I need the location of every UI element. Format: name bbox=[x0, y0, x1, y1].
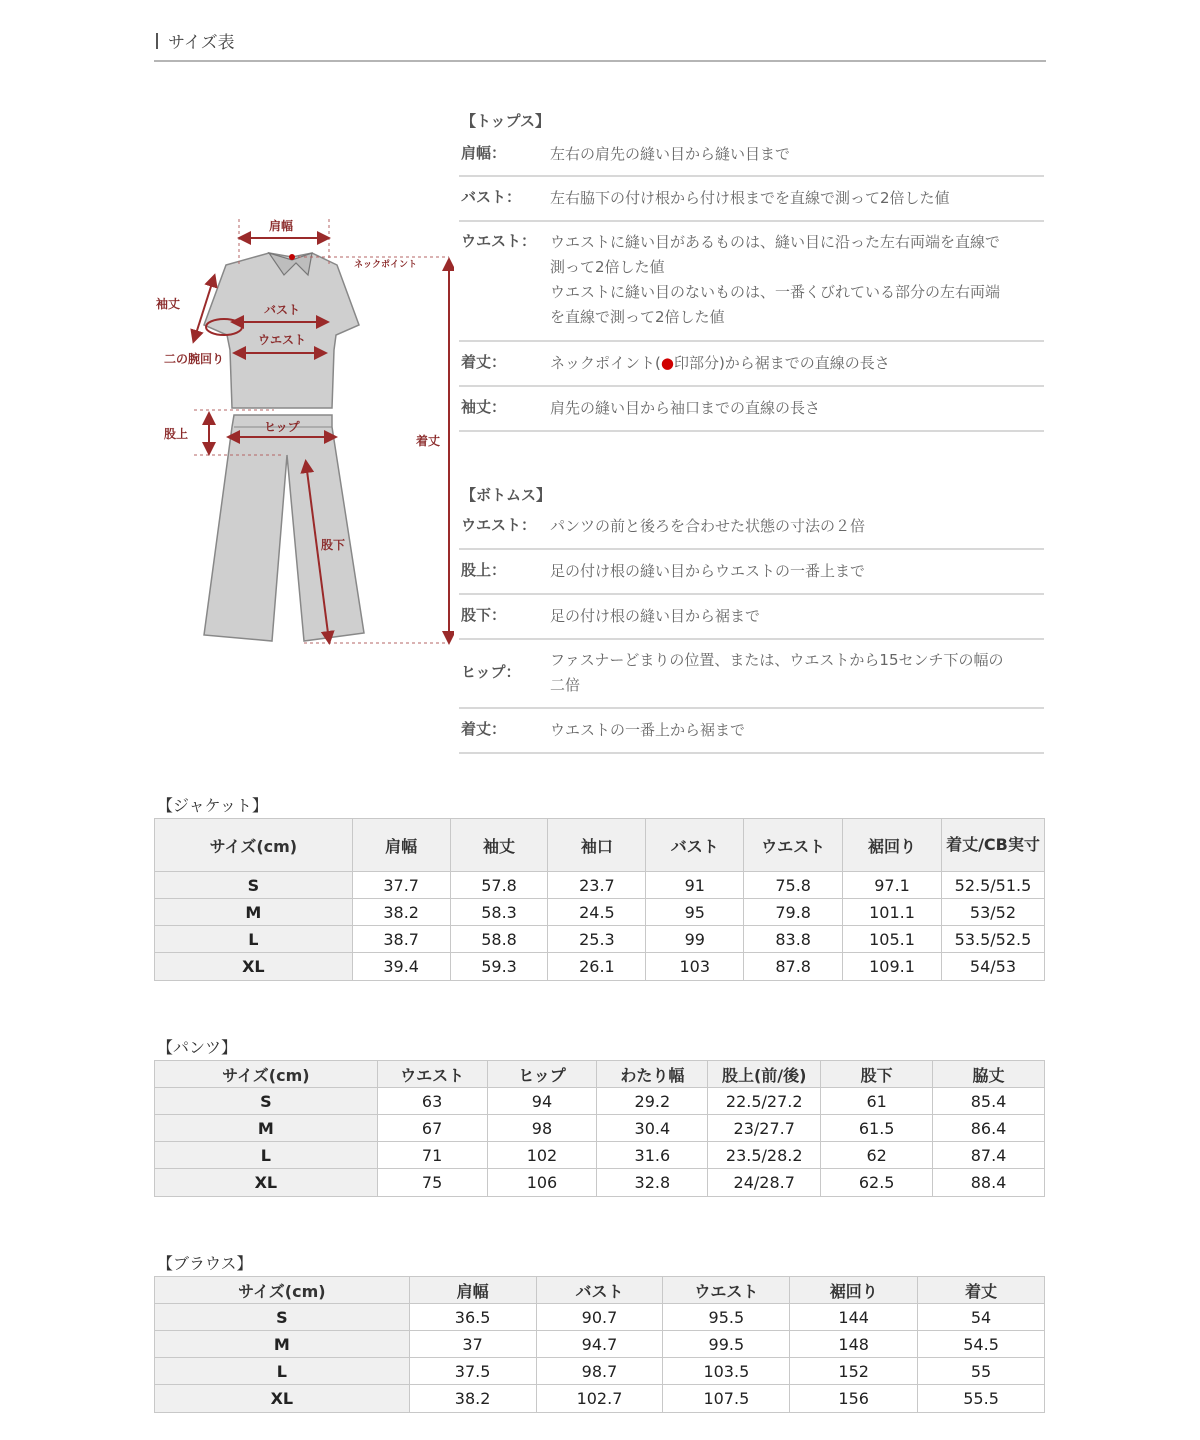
header-cell: 肩幅 bbox=[352, 819, 450, 872]
table-cell: 36.5 bbox=[409, 1304, 536, 1331]
table-cell: 54/53 bbox=[941, 953, 1044, 981]
size-label-cell: L bbox=[155, 1142, 378, 1169]
def-term: 股上： bbox=[461, 561, 507, 579]
table-cell: 83.8 bbox=[744, 926, 843, 953]
bottoms-title: 【ボトムス】 bbox=[461, 486, 552, 504]
header-cell: サイズ(cm) bbox=[155, 1061, 378, 1088]
table-cell: 86.4 bbox=[933, 1115, 1045, 1142]
header-cell: 袖口 bbox=[548, 819, 646, 872]
table-cell: 105.1 bbox=[843, 926, 942, 953]
table-cell: 57.8 bbox=[450, 872, 548, 899]
header-cell: バスト bbox=[646, 819, 744, 872]
def-desc: 肩先の縫い目から袖口までの直線の長さ bbox=[550, 399, 821, 417]
header-bar bbox=[156, 33, 158, 49]
table-cell: 38.2 bbox=[409, 1385, 536, 1413]
table-cell: 109.1 bbox=[843, 953, 942, 981]
table-cell: 30.4 bbox=[597, 1115, 708, 1142]
bottoms-definitions bbox=[459, 482, 1044, 754]
size-label-cell: XL bbox=[155, 953, 353, 981]
table-row bbox=[155, 1115, 1045, 1142]
section-header bbox=[154, 24, 1046, 62]
def-desc: 左右の肩先の縫い目から縫い目まで bbox=[550, 145, 791, 163]
table-cell: 144 bbox=[790, 1304, 918, 1331]
size-label-cell: S bbox=[155, 872, 353, 899]
table-cell: 29.2 bbox=[597, 1088, 708, 1115]
jacket-table-title: 【ジャケット】 bbox=[157, 796, 268, 815]
blouse-size-table bbox=[154, 1276, 1045, 1413]
red-dot-icon: ● bbox=[660, 354, 674, 372]
table-row bbox=[155, 872, 1045, 899]
def-desc: ファスナーどまりの位置、または、ウエストから15センチ下の幅の 二倍 bbox=[550, 651, 1004, 694]
neck-point-dot bbox=[289, 254, 295, 260]
table-cell: 94 bbox=[487, 1088, 597, 1115]
header-cell: バスト bbox=[536, 1277, 663, 1304]
table-cell: 37 bbox=[409, 1331, 536, 1358]
header-cell: 着丈 bbox=[918, 1277, 1045, 1304]
table-cell: 97.1 bbox=[843, 872, 942, 899]
size-label-cell: XL bbox=[155, 1169, 378, 1197]
table-cell: 95 bbox=[646, 899, 744, 926]
jacket-size-table bbox=[154, 818, 1045, 981]
table-cell: 53.5/52.5 bbox=[941, 926, 1044, 953]
table-cell: 152 bbox=[790, 1358, 918, 1385]
header-cell: 着丈/CB実寸 bbox=[941, 819, 1044, 872]
pants-size-table bbox=[154, 1060, 1045, 1197]
table-cell: 24.5 bbox=[548, 899, 646, 926]
table-cell: 156 bbox=[790, 1385, 918, 1413]
shirt-shape bbox=[204, 253, 359, 408]
table-cell: 24/28.7 bbox=[708, 1169, 821, 1197]
table-cell: 85.4 bbox=[933, 1088, 1045, 1115]
def-term: ウエスト： bbox=[461, 516, 537, 534]
header-cell: 股下 bbox=[821, 1061, 933, 1088]
def-term: 袖丈： bbox=[461, 398, 507, 416]
size-label-cell: M bbox=[155, 899, 353, 926]
pants-table-title: 【パンツ】 bbox=[157, 1038, 238, 1057]
def-term: 着丈： bbox=[461, 720, 507, 738]
header-cell: 裾回り bbox=[790, 1277, 918, 1304]
def-desc: 足の付け根の縫い目から裾まで bbox=[550, 607, 761, 625]
header-cell: サイズ(cm) bbox=[155, 819, 353, 872]
table-cell: 148 bbox=[790, 1331, 918, 1358]
table-cell: 54 bbox=[918, 1304, 1045, 1331]
table-cell: 32.8 bbox=[597, 1169, 708, 1197]
table-cell: 101.1 bbox=[843, 899, 942, 926]
table-cell: 37.5 bbox=[409, 1358, 536, 1385]
table-header-row bbox=[155, 819, 1045, 872]
table-cell: 58.3 bbox=[450, 899, 548, 926]
def-term: 着丈： bbox=[461, 353, 507, 371]
table-cell: 102 bbox=[487, 1142, 597, 1169]
table-cell: 23.7 bbox=[548, 872, 646, 899]
table-cell: 87.4 bbox=[933, 1142, 1045, 1169]
table-cell: 91 bbox=[646, 872, 744, 899]
blouse-table-title: 【ブラウス】 bbox=[157, 1254, 253, 1273]
pants-shape bbox=[204, 415, 364, 641]
size-label-cell: S bbox=[155, 1304, 410, 1331]
table-cell: 99 bbox=[646, 926, 744, 953]
label-rise: 股上 bbox=[164, 427, 189, 441]
table-row bbox=[155, 1169, 1045, 1197]
label-shoulder: 肩幅 bbox=[269, 219, 294, 233]
size-label-cell: XL bbox=[155, 1385, 410, 1413]
header-cell: わたり幅 bbox=[597, 1061, 708, 1088]
table-row bbox=[155, 1088, 1045, 1115]
table-cell: 61.5 bbox=[821, 1115, 933, 1142]
def-desc: ウエストの一番上から裾まで bbox=[550, 721, 746, 739]
table-cell: 62 bbox=[821, 1142, 933, 1169]
header-cell: サイズ(cm) bbox=[155, 1277, 410, 1304]
table-cell: 39.4 bbox=[352, 953, 450, 981]
def-desc: パンツの前と後ろを合わせた状態の寸法の２倍 bbox=[550, 517, 866, 535]
header-cell: 股上(前/後) bbox=[708, 1061, 821, 1088]
header-cell: ウエスト bbox=[377, 1061, 487, 1088]
table-cell: 67 bbox=[377, 1115, 487, 1142]
table-cell: 98 bbox=[487, 1115, 597, 1142]
header-cell: 袖丈 bbox=[450, 819, 548, 872]
def-desc: 足の付け根の縫い目からウエストの一番上まで bbox=[550, 562, 866, 580]
header-cell: ウエスト bbox=[663, 1277, 790, 1304]
table-cell: 53/52 bbox=[941, 899, 1044, 926]
table-cell: 107.5 bbox=[663, 1385, 790, 1413]
table-cell: 79.8 bbox=[744, 899, 843, 926]
table-cell: 95.5 bbox=[663, 1304, 790, 1331]
table-cell: 63 bbox=[377, 1088, 487, 1115]
table-cell: 88.4 bbox=[933, 1169, 1045, 1197]
def-row-inseam bbox=[459, 595, 1044, 640]
table-cell: 87.8 bbox=[744, 953, 843, 981]
def-row-length bbox=[459, 342, 1044, 387]
def-desc: 左右脇下の付け根から付け根までを直線で測って2倍した値 bbox=[550, 189, 950, 207]
def-term: ヒップ： bbox=[461, 663, 521, 681]
table-cell: 94.7 bbox=[536, 1331, 663, 1358]
table-row bbox=[155, 1304, 1045, 1331]
def-row-waist bbox=[459, 222, 1044, 342]
header-cell: 裾回り bbox=[843, 819, 942, 872]
table-cell: 90.7 bbox=[536, 1304, 663, 1331]
table-cell: 38.2 bbox=[352, 899, 450, 926]
size-label-cell: L bbox=[155, 1358, 410, 1385]
header-cell: 肩幅 bbox=[409, 1277, 536, 1304]
def-row-pants-waist bbox=[459, 508, 1044, 550]
measurement-diagram bbox=[154, 205, 454, 665]
table-cell: 98.7 bbox=[536, 1358, 663, 1385]
table-cell: 22.5/27.2 bbox=[708, 1088, 821, 1115]
def-row-bust bbox=[459, 177, 1044, 222]
table-cell: 62.5 bbox=[821, 1169, 933, 1197]
table-row bbox=[155, 1385, 1045, 1413]
size-label-cell: L bbox=[155, 926, 353, 953]
table-row bbox=[155, 1331, 1045, 1358]
table-header-row bbox=[155, 1061, 1045, 1088]
def-desc: ネックポイント(●印部分)から裾までの直線の長さ bbox=[550, 354, 890, 372]
header-cell: ウエスト bbox=[744, 819, 843, 872]
table-row bbox=[155, 1358, 1045, 1385]
tops-title: 【トップス】 bbox=[461, 112, 550, 130]
table-cell: 106 bbox=[487, 1169, 597, 1197]
label-inseam: 股下 bbox=[321, 538, 346, 552]
table-cell: 23/27.7 bbox=[708, 1115, 821, 1142]
table-cell: 61 bbox=[821, 1088, 933, 1115]
table-cell: 75 bbox=[377, 1169, 487, 1197]
table-cell: 23.5/28.2 bbox=[708, 1142, 821, 1169]
table-row bbox=[155, 899, 1045, 926]
table-cell: 54.5 bbox=[918, 1331, 1045, 1358]
def-row-sleeve bbox=[459, 387, 1044, 432]
def-row-shoulder bbox=[459, 134, 1044, 177]
table-cell: 55 bbox=[918, 1358, 1045, 1385]
table-cell: 103.5 bbox=[663, 1358, 790, 1385]
table-row bbox=[155, 953, 1045, 981]
table-cell: 71 bbox=[377, 1142, 487, 1169]
table-cell: 75.8 bbox=[744, 872, 843, 899]
label-length: 着丈 bbox=[416, 434, 441, 448]
def-term: ウエスト： bbox=[461, 232, 537, 250]
def-desc: ウエストに縫い目があるものは、縫い目に沿った左右両端を直線で 測って2倍した値 ウエストに縫い目のないものは、一番くびれている部分の左右両端 を直線で測って2倍した値 bbox=[550, 233, 1001, 326]
label-sleeve: 袖丈 bbox=[156, 297, 181, 311]
table-cell: 52.5/51.5 bbox=[941, 872, 1044, 899]
table-cell: 102.7 bbox=[536, 1385, 663, 1413]
table-cell: 103 bbox=[646, 953, 744, 981]
table-row bbox=[155, 926, 1045, 953]
table-cell: 58.8 bbox=[450, 926, 548, 953]
tops-definitions bbox=[459, 108, 1044, 432]
size-label-cell: S bbox=[155, 1088, 378, 1115]
size-label-cell: M bbox=[155, 1331, 410, 1358]
table-cell: 26.1 bbox=[548, 953, 646, 981]
table-cell: 59.3 bbox=[450, 953, 548, 981]
table-cell: 99.5 bbox=[663, 1331, 790, 1358]
table-cell: 38.7 bbox=[352, 926, 450, 953]
label-hip: ヒップ bbox=[264, 420, 300, 434]
table-row bbox=[155, 1142, 1045, 1169]
def-term: 股下： bbox=[461, 606, 507, 624]
size-label-cell: M bbox=[155, 1115, 378, 1142]
def-term: バスト： bbox=[461, 188, 522, 206]
def-row-pants-length bbox=[459, 709, 1044, 754]
label-upper-arm: 二の腕回り bbox=[164, 352, 225, 366]
page-title: サイズ表 bbox=[168, 33, 235, 53]
table-cell: 37.7 bbox=[352, 872, 450, 899]
label-neck-point: ネックポイント bbox=[354, 260, 418, 270]
def-row-hip bbox=[459, 640, 1044, 709]
label-waist: ウエスト bbox=[258, 333, 307, 347]
table-cell: 55.5 bbox=[918, 1385, 1045, 1413]
def-term: 肩幅： bbox=[461, 144, 507, 162]
table-cell: 25.3 bbox=[548, 926, 646, 953]
header-cell: ヒップ bbox=[487, 1061, 597, 1088]
table-cell: 31.6 bbox=[597, 1142, 708, 1169]
table-header-row bbox=[155, 1277, 1045, 1304]
def-row-rise bbox=[459, 550, 1044, 595]
header-cell: 脇丈 bbox=[933, 1061, 1045, 1088]
label-bust: バスト bbox=[264, 303, 301, 317]
